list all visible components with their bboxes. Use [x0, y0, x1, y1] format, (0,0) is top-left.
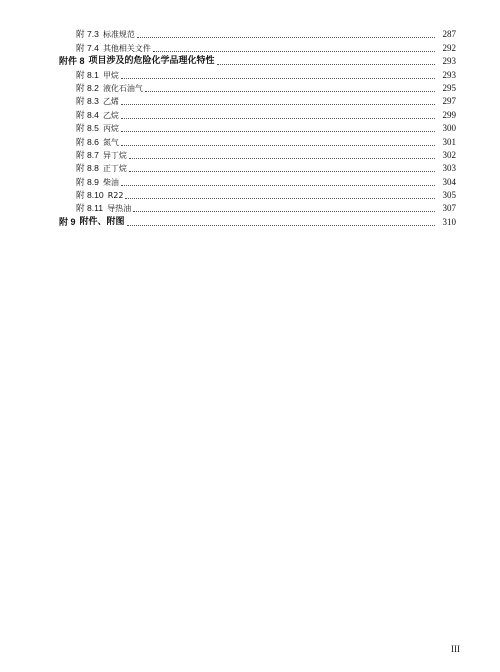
toc-entry-number: 附 8.11 — [76, 203, 104, 214]
toc-entry-number: 附 8.6 — [76, 136, 99, 147]
toc-entry-title: 正丁烷 — [102, 164, 127, 174]
toc-entry-page: 293 — [442, 56, 456, 67]
toc-entry-page: 292 — [442, 42, 456, 53]
dot-leader — [121, 184, 435, 186]
dot-leader — [125, 197, 435, 199]
toc-entry-number: 附 8.10 — [76, 190, 104, 201]
toc-entry[interactable] — [0, 134, 500, 147]
toc-entry-title: 液化石油气 — [102, 83, 143, 93]
toc-entry-title: 其他相关文件 — [102, 43, 151, 53]
toc-entry[interactable] — [0, 94, 500, 107]
toc-entry-page: 295 — [442, 82, 456, 93]
toc-entry-page: 305 — [442, 190, 456, 201]
toc-entry[interactable] — [0, 201, 500, 214]
toc-entry-number: 附 8.2 — [76, 82, 99, 93]
toc-entry-title: 乙烯 — [102, 97, 119, 107]
dot-leader — [129, 157, 435, 159]
toc-section-entry[interactable] — [0, 54, 500, 67]
toc-entry-page: 310 — [442, 216, 456, 227]
page-number-footer: III — [451, 644, 460, 654]
toc-entry-page: 299 — [442, 109, 456, 120]
toc-entry-number: 附 8.7 — [76, 149, 99, 160]
toc-entry-title: 甲烷 — [102, 70, 119, 80]
toc-entry-title: 氮气 — [102, 137, 119, 147]
toc-entry-page: 287 — [442, 29, 456, 40]
toc-entry-number: 附 7.3 — [76, 29, 99, 40]
toc-entry-number: 附 8.4 — [76, 109, 99, 120]
toc-entry-number: 附 8.5 — [76, 123, 99, 134]
toc-entry-number: 附 8.1 — [76, 69, 99, 80]
dot-leader — [153, 50, 435, 52]
toc-entry-number: 附 7.4 — [76, 42, 99, 53]
toc-entry[interactable] — [0, 188, 500, 201]
toc-entry-page: 297 — [442, 96, 456, 107]
toc-entry[interactable] — [0, 81, 500, 94]
toc-entry-title: 异丁烷 — [102, 150, 127, 160]
toc-entry-number: 附 9 — [59, 216, 76, 227]
toc-entry-page: 301 — [442, 136, 456, 147]
dot-leader — [217, 63, 435, 65]
toc-entry-title: 乙烷 — [102, 110, 119, 120]
toc-entry-title: 柴油 — [102, 177, 119, 187]
dot-leader — [137, 36, 435, 38]
toc-entry-page: 302 — [442, 149, 456, 160]
dot-leader — [121, 144, 435, 146]
toc-entry-page: 293 — [442, 69, 456, 80]
toc-entry[interactable] — [0, 148, 500, 161]
toc-section-entry[interactable] — [0, 214, 500, 227]
dot-leader — [129, 170, 435, 172]
toc-entry-number: 附件 8 — [59, 56, 85, 67]
table-of-contents — [0, 27, 500, 228]
toc-entry[interactable] — [0, 174, 500, 187]
dot-leader — [127, 224, 435, 226]
toc-entry-number: 附 8.3 — [76, 96, 99, 107]
toc-entry-number: 附 8.8 — [76, 163, 99, 174]
toc-entry[interactable] — [0, 67, 500, 80]
toc-entry-title: 标准规范 — [102, 30, 135, 40]
dot-leader — [121, 77, 435, 79]
dot-leader — [121, 103, 435, 105]
dot-leader — [133, 210, 435, 212]
dot-leader — [145, 90, 435, 92]
toc-entry-page: 303 — [442, 163, 456, 174]
toc-entry[interactable] — [0, 121, 500, 134]
toc-entry[interactable] — [0, 40, 500, 53]
toc-entry-number: 附 8.9 — [76, 176, 99, 187]
toc-entry-title: 项目涉及的危险化学品理化特性 — [88, 56, 215, 67]
toc-entry-title: 丙烷 — [102, 124, 119, 134]
toc-entry-page: 304 — [442, 176, 456, 187]
toc-entry-page: 307 — [442, 203, 456, 214]
toc-entry-page: 300 — [442, 123, 456, 134]
toc-entry[interactable] — [0, 161, 500, 174]
dot-leader — [121, 130, 435, 132]
toc-entry-title: R22 — [107, 191, 124, 201]
dot-leader — [121, 117, 435, 119]
toc-entry-title: 导热油 — [107, 204, 132, 214]
toc-entry[interactable] — [0, 27, 500, 40]
toc-entry[interactable] — [0, 107, 500, 120]
toc-entry-title: 附件、附图 — [79, 216, 125, 227]
